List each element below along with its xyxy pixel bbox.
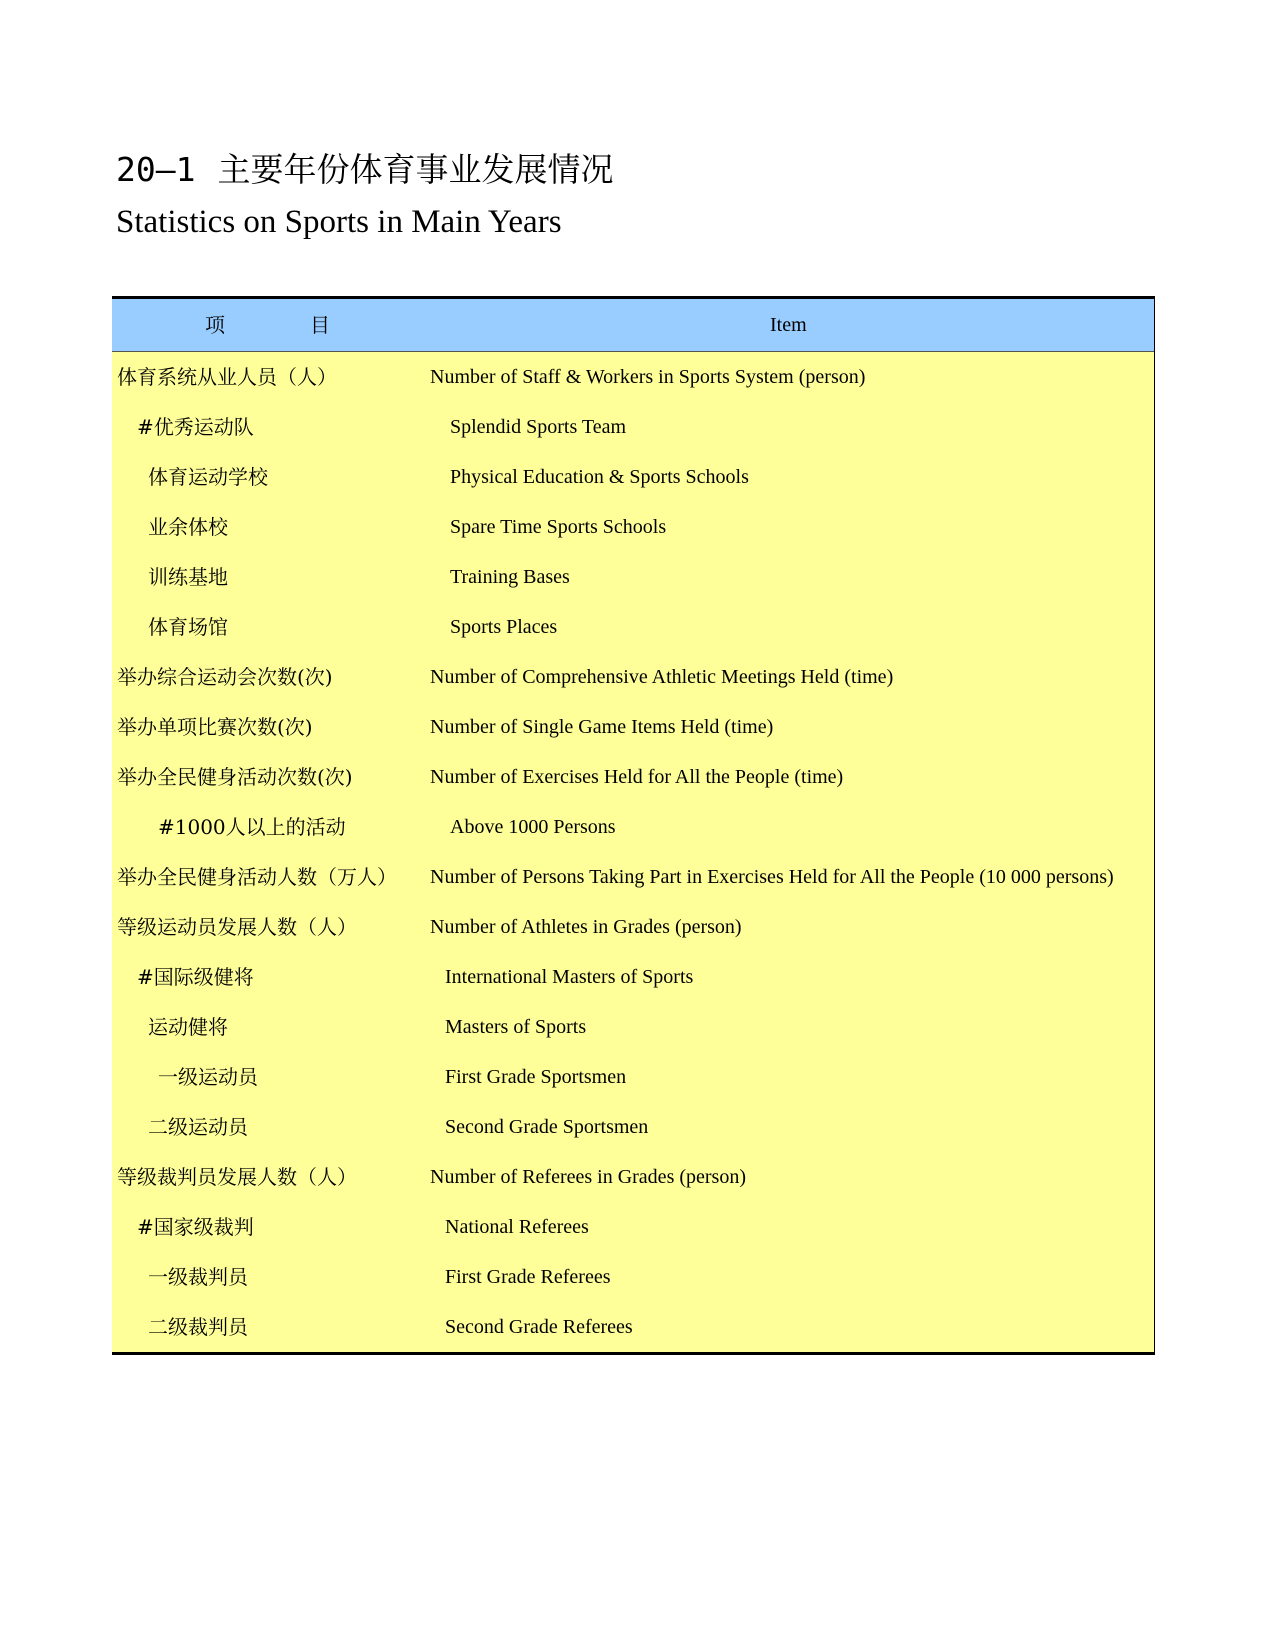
table-row (112, 352, 1154, 402)
row-label-zh: #国际级健将 (137, 965, 254, 989)
row-label-zh: 举办全民健身活动人数（万人） (117, 865, 397, 889)
row-label-en: Spare Time Sports Schools (450, 516, 667, 538)
row-label-en: Second Grade Referees (445, 1316, 633, 1338)
table-row (112, 602, 1154, 652)
row-label-en: Masters of Sports (445, 1016, 587, 1038)
row-label-zh: 举办单项比赛次数(次) (117, 715, 313, 739)
header-zh-part1: 项 (205, 313, 225, 337)
row-label-zh: 业余体校 (148, 515, 228, 539)
table-row (112, 502, 1154, 552)
row-label-en: International Masters of Sports (445, 966, 694, 988)
table-row (112, 1002, 1154, 1052)
table-row (112, 902, 1154, 952)
table-row (112, 852, 1154, 902)
table-row (112, 1302, 1154, 1352)
table-row (112, 702, 1154, 752)
row-label-zh: #优秀运动队 (137, 415, 254, 439)
row-label-zh: 举办全民健身活动次数(次) (117, 765, 353, 789)
table-number: 20—1 (116, 150, 196, 189)
table-header (112, 299, 1154, 352)
row-label-en: Number of Persons Taking Part in Exercises Held for All the People (10 000 persons) (430, 866, 1114, 888)
row-label-zh: 训练基地 (148, 565, 228, 589)
header-zh-part2: 目 (310, 313, 330, 337)
row-label-en: Number of Staff & Workers in Sports System (person) (430, 366, 866, 388)
row-label-zh: 一级运动员 (158, 1065, 258, 1089)
table-row (112, 652, 1154, 702)
table-body (112, 352, 1154, 1352)
table-row (112, 1102, 1154, 1152)
table-row (112, 1202, 1154, 1252)
row-label-en: Sports Places (450, 616, 558, 638)
row-label-zh: 二级裁判员 (148, 1315, 248, 1339)
row-label-en: Number of Referees in Grades (person) (430, 1166, 746, 1188)
row-label-zh: 运动健将 (148, 1015, 228, 1039)
header-en: Item (770, 314, 807, 336)
table-row (112, 1252, 1154, 1302)
row-label-zh: 一级裁判员 (148, 1265, 248, 1289)
row-label-en: Number of Athletes in Grades (person) (430, 916, 742, 938)
row-label-en: Physical Education & Sports Schools (450, 466, 749, 488)
row-label-zh: 举办综合运动会次数(次) (117, 665, 333, 689)
table-row (112, 402, 1154, 452)
table-row (112, 1052, 1154, 1102)
title-zh-text: 主要年份体育事业发展情况 (217, 150, 614, 189)
row-label-en: Number of Exercises Held for All the People (time) (430, 766, 844, 788)
row-label-en: Second Grade Sportsmen (445, 1116, 649, 1138)
row-label-en: Number of Comprehensive Athletic Meetings Held (time) (430, 666, 894, 688)
table-row (112, 802, 1154, 852)
page-title-en: Statistics on Sports in Main Years (116, 204, 562, 240)
row-label-zh: 体育场馆 (148, 615, 228, 639)
row-label-zh: 等级裁判员发展人数（人） (117, 1165, 357, 1189)
row-label-en: Splendid Sports Team (450, 416, 627, 438)
table-row (112, 1152, 1154, 1202)
table-row (112, 752, 1154, 802)
row-label-en: First Grade Referees (445, 1266, 611, 1288)
row-label-en: National Referees (445, 1216, 589, 1238)
table-row (112, 552, 1154, 602)
row-label-zh: 等级运动员发展人数（人） (117, 915, 357, 939)
row-label-en: Number of Single Game Items Held (time) (430, 716, 774, 738)
row-label-zh: #国家级裁判 (137, 1215, 254, 1239)
table-row (112, 452, 1154, 502)
row-label-en: First Grade Sportsmen (445, 1066, 627, 1088)
title-block (116, 148, 613, 244)
page-title-zh (116, 148, 613, 192)
row-label-zh: 二级运动员 (148, 1115, 248, 1139)
row-label-zh: 体育运动学校 (148, 465, 268, 489)
row-label-en: Above 1000 Persons (450, 816, 616, 838)
row-label-en: Training Bases (450, 566, 570, 588)
table-row (112, 952, 1154, 1002)
row-label-zh: 体育系统从业人员（人） (117, 365, 337, 389)
row-label-zh: #1000人以上的活动 (158, 815, 346, 839)
statistics-table (112, 296, 1155, 1355)
